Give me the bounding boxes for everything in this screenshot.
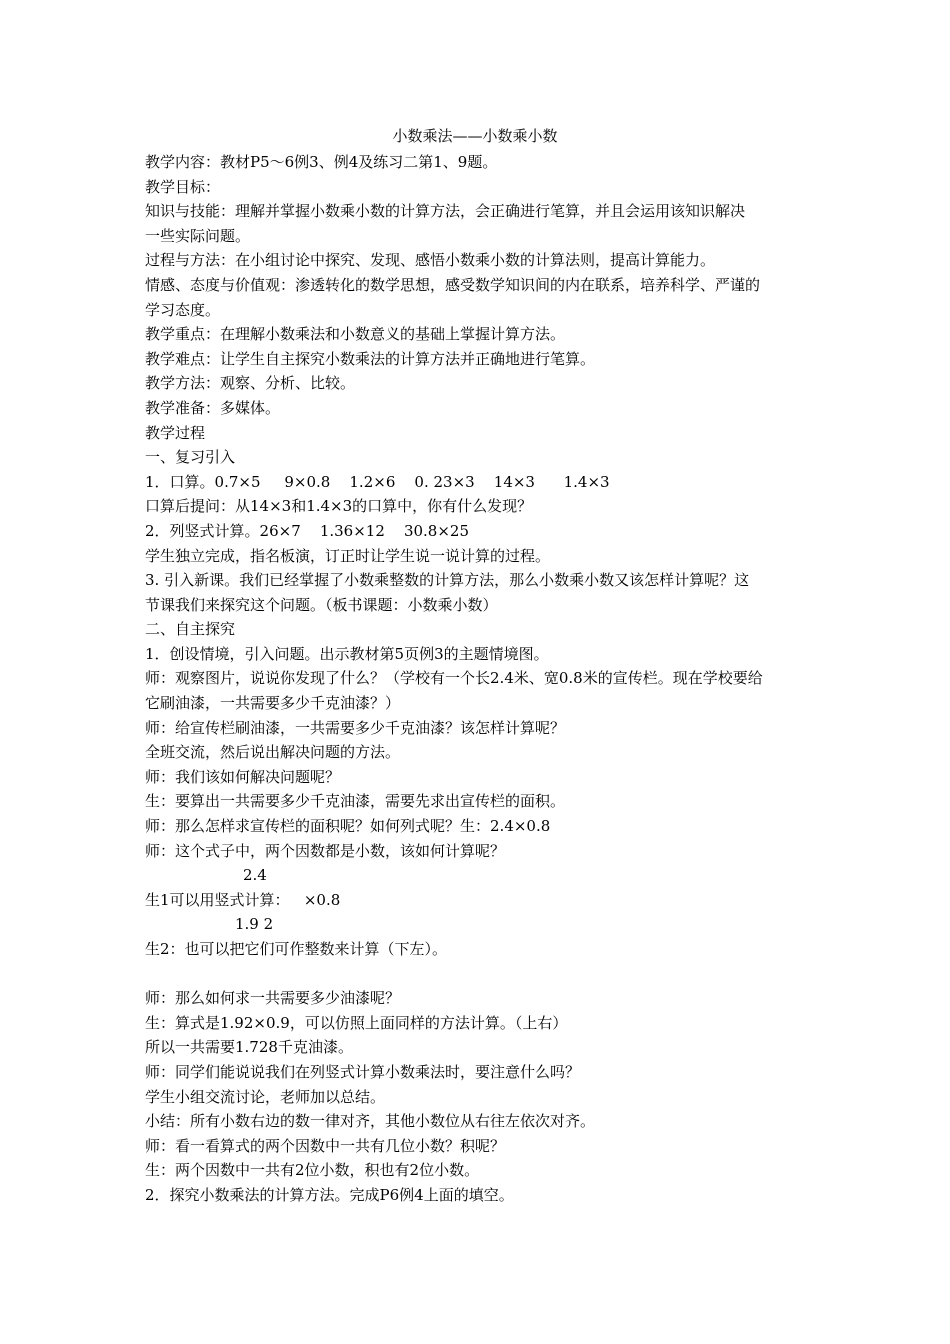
paragraph-line: 学生小组交流讨论，老师加以总结。 [145,1087,386,1106]
paragraph-line: 师：那么怎样求宣传栏的面积呢？如何列式呢？生：2.4×0.8 [145,817,551,836]
paragraph-line: 它刷油漆，一共需要多少千克油漆？） [145,694,401,713]
document-body [145,150,815,1208]
paragraph-line: 师：那么如何求一共需要多少油漆呢？ [145,989,401,1008]
vertical-calc-bottom: 1.9 2 [235,915,274,934]
section-heading: 二、自主探究 [145,620,236,639]
paragraph-line: 生：两个因数中一共有2位小数，积也有2位小数。 [145,1161,480,1180]
paragraph-line: 师：这个式子中，两个因数都是小数，该如何计算呢？ [145,841,506,860]
paragraph-line: 1．口算。0.7×5 9×0.8 1.2×6 0. 23×3 14×3 1.4×3 [145,472,610,491]
paragraph-line: 2．探究小数乘法的计算方法。完成P6例4上面的填空。 [145,1185,514,1204]
paragraph-line: 生：算式是1.92×0.9，可以仿照上面同样的方法计算。（上右） [145,1013,568,1032]
paragraph-line: 教学准备：多媒体。 [145,398,281,417]
paragraph-line: 知识与技能：理解并掌握小数乘小数的计算方法，会正确进行笔算，并且会运用该知识解决 [145,202,746,221]
vertical-calc-middle: 生1可以用竖式计算： ×0.8 [145,890,341,909]
section-heading: 一、复习引入 [145,448,236,467]
paragraph-line: 教学内容：教材P5～6例3、例4及练习二第1、9题。 [145,153,498,171]
paragraph-line: 所以一共需要1.728千克油漆。 [145,1038,353,1057]
document-title: 小数乘法——小数乘小数 [392,127,558,145]
paragraph-line: 生：要算出一共需要多少千克油漆，需要先求出宣传栏的面积。 [145,792,566,811]
section-heading: 教学过程 [145,423,206,442]
paragraph-line: 学生独立完成，指名板演，订正时让学生说一说计算的过程。 [145,546,551,565]
paragraph-line: 节课我们来探究这个问题。（板书课题：小数乘小数） [145,595,498,614]
paragraph-line: 3. 引入新课。我们已经掌握了小数乘整数的计算方法，那么小数乘小数又该怎样计算呢？这 [145,571,750,590]
paragraph-line: 过程与方法：在小组讨论中探究、发现、感悟小数乘小数的计算法则，提高计算能力。 [145,251,716,270]
paragraph-line: 口算后提问：从14×3和1.4×3的口算中，你有什么发现？ [145,497,533,516]
paragraph-line: 一些实际问题。 [145,226,251,245]
paragraph-line: 教学方法：观察、分析、比较。 [145,374,356,393]
paragraph-line: 1．创设情境，引入问题。出示教材第5页例3的主题情境图。 [145,644,549,663]
paragraph-line: 教学难点：让学生自主探究小数乘法的计算方法并正确地进行笔算。 [145,349,596,368]
paragraph-line: 全班交流，然后说出解决问题的方法。 [145,743,401,762]
paragraph-line: 师：给宣传栏刷油漆，一共需要多少千克油漆？该怎样计算呢？ [145,718,566,737]
vertical-calc-top: 2.4 [243,866,267,885]
paragraph-line: 师：观察图片，说说你发现了什么？（学校有一个长2.4米、宽0.8米的宣传栏。现在学校要给 [145,669,763,688]
paragraph-line: 教学目标： [145,177,221,196]
paragraph-line: 师：同学们能说说我们在列竖式计算小数乘法时，要注意什么吗？ [145,1062,581,1081]
paragraph-line: 情感、态度与价值观：渗透转化的数学思想，感受数学知识间的内在联系，培养科学、严谨的 [145,275,761,294]
paragraph-line: 教学重点：在理解小数乘法和小数意义的基础上掌握计算方法。 [145,325,566,344]
paragraph-line: 学习态度。 [145,300,221,319]
paragraph-line: 生2：也可以把它们可作整数来计算（下左）。 [145,940,448,958]
blank-line [145,962,815,987]
paragraph-line: 小结：所有小数右边的数一律对齐，其他小数位从右往左依次对齐。 [145,1112,596,1131]
paragraph-line: 2．列竖式计算。26×7 1.36×12 30.8×25 [145,521,469,540]
paragraph-line: 师：看一看算式的两个因数中一共有几位小数？积呢？ [145,1136,506,1155]
paragraph-line: 师：我们该如何解决问题呢？ [145,767,341,786]
